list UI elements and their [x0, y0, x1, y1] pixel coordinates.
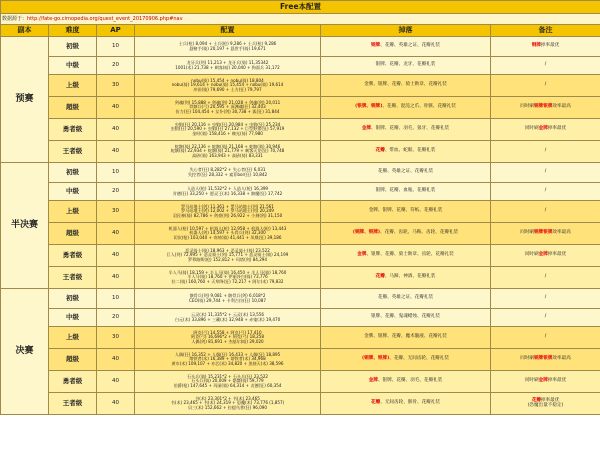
config-cell	[135, 141, 321, 163]
config-cell	[135, 267, 321, 289]
config-wave-line: 冲田(骑) 79,690 + 土方(狂) 79,797	[193, 86, 262, 92]
note-text: /	[544, 148, 547, 154]
drops-text: 金牌	[368, 378, 378, 384]
config-wave-line: 机器人(枪) 10,597 + 机器人(枪) 12,958 + 机器人(枪) 13,443	[168, 225, 287, 231]
ap-cell: 10	[97, 37, 135, 57]
difficulty-cell: 上级	[49, 327, 97, 349]
ap-cell: 20	[97, 183, 135, 201]
config-wave-line: 失控者(狂) 28,332 + 索菲bor(狂) 10,842	[187, 171, 268, 177]
note-text: 掉率最优	[547, 378, 567, 384]
drops-cell	[321, 309, 491, 327]
table-row	[1, 349, 600, 371]
header-difficulty: 难度	[49, 25, 97, 37]
note-text: 铜牌银牌	[534, 104, 553, 110]
ap-cell: 20	[97, 57, 135, 75]
config-wave-line: 罗慕路斯(枪) 152,812 + 玛塔(剑) 84,294	[187, 256, 268, 262]
drops-text: 、银牌、花瓣、羽毛、花瓣礼装	[377, 378, 443, 384]
note-text: 铜牌银牌	[534, 230, 553, 236]
drops-text: 银牌、花瓣、血瓶、花瓣礼装	[375, 188, 436, 194]
note-text: 钢牌	[531, 43, 541, 49]
config-wave-line: 罗马站地士(剑) 12,002 + 罗马站地士(剑) 20,249	[181, 208, 274, 214]
note-cell	[491, 223, 600, 245]
table-row	[1, 141, 600, 163]
config-wave-line: 骨骸兵(弓) 20,595 + 深渊魂(狂) 32,403	[189, 104, 266, 110]
note-text: 金牌	[538, 252, 548, 258]
note-cell	[491, 201, 600, 223]
drops-cell	[321, 183, 491, 201]
header-config: 配置	[135, 25, 321, 37]
difficulty-cell: 王者级	[49, 393, 97, 415]
ap-cell: 40	[97, 223, 135, 245]
note-cell	[491, 289, 600, 309]
drops-cell	[321, 163, 491, 183]
config-wave-line: 阿克(弓) 14,558 + 阿克(弓) 17,410	[193, 329, 262, 335]
config-wave-line: 白元(术) 33,896 + 三藏(术) 32,948 + 赤鬼(术) 19,470	[174, 316, 281, 322]
note-cell	[491, 267, 600, 289]
note-cell	[491, 37, 600, 57]
config-wave-line: CEO(骑) 29,744 + 卡利古拉(狂) 10,087	[189, 297, 266, 303]
drops-cell	[321, 245, 491, 267]
drops-cell	[321, 97, 491, 119]
drops-text: 花瓣	[371, 400, 381, 406]
config-wave-line: nobu(骑) 19,614 + nobu(骑) 15,454 + nobu(骑) 19,614	[171, 82, 284, 88]
difficulty-cell: 勇者级	[49, 119, 97, 141]
config-wave-line: 书(术) 23,465 + 书(术) 24,319 + 恐魔(术) 73,776 (1,857)	[170, 400, 285, 406]
config-cell	[135, 245, 321, 267]
config-cell	[135, 349, 321, 371]
drops-cell	[321, 141, 491, 163]
difficulty-cell: 初级	[49, 163, 97, 183]
drops-text: 、无间齿轮、骸骨、花瓣礼装	[380, 400, 440, 406]
drops-cell	[321, 75, 491, 97]
note-text: /	[544, 274, 547, 280]
table-row	[1, 37, 600, 57]
note-text: /	[544, 82, 547, 88]
config-wave-line: 虫狼(狂) 20,590 + 虫狼(狂) 27,132 + 巨型野猪(狂) 57,919	[170, 126, 285, 132]
config-wave-line: 悬赌手(骑) 20,197 + 悬赏手(骑) 19,671	[189, 45, 266, 51]
ap-cell: 40	[97, 97, 135, 119]
note-text: /	[544, 334, 547, 340]
ap-cell: 40	[97, 141, 135, 163]
config-cell	[135, 371, 321, 393]
note-text: (恐魔出量不稳定)	[527, 402, 564, 408]
data-source-label: 数据源于：	[2, 15, 28, 22]
config-cell	[135, 163, 321, 183]
difficulty-cell: 中级	[49, 183, 97, 201]
config-wave-line: 1001(术) 21,738 + 刺客(暗) 20,040 + 狗面兵 31,172	[175, 64, 280, 70]
note-cell	[491, 371, 600, 393]
ap-cell: 30	[97, 327, 135, 349]
ap-cell: 10	[97, 163, 135, 183]
config-wave-line: 机器人(剑) 14,597 + 头骨兵(剑) 32,300	[189, 230, 266, 236]
config-wave-line: 士兵(枪) 8,094 + 士兵(枪) 9,286 + 士兵(枪) 9,286	[178, 40, 277, 46]
table-row	[1, 201, 600, 223]
difficulty-cell: 超级	[49, 97, 97, 119]
config-wave-line: 云灵(术) 11,335*2 + 云灵(术) 13,556	[191, 311, 264, 317]
drops-text: (银牌、铜牌)	[355, 104, 383, 110]
note-text: 掉率最优	[547, 252, 567, 258]
config-wave-line: 虫狼(狂) 20,116 + 虫狼(狂) 20,984 + 虫狼(狂) 25,234	[174, 121, 281, 127]
drops-text: 、带血、蛇眼、花瓣礼装	[384, 148, 436, 154]
header-notes: 备注	[491, 25, 600, 37]
config-cell	[135, 327, 321, 349]
drops-text: 、银牌、花瓣、骑士勋章、齿轮、花瓣礼装	[366, 252, 454, 258]
drops-text: 金牌	[357, 252, 367, 258]
drops-text: 银牌、花瓣、鬼魂蜡烛、花瓣礼装	[371, 314, 440, 320]
note-cell	[491, 163, 600, 183]
table-row	[1, 57, 600, 75]
note-cell	[491, 245, 600, 267]
config-cell	[135, 183, 321, 201]
config-cell	[135, 97, 321, 119]
config-wave-line: 巨人(剑) 72,995 + 恶灵骑士(剑) 15,771 + 恶灵骑士(骑) 24,199	[166, 252, 289, 258]
table-row	[1, 267, 600, 289]
drops-text: 、花瓣、英雄之证、花瓣礼装	[380, 43, 440, 49]
config-wave-line: 半人马(骑) 18,159 + 半人马(骑) 16,450 + 半人马(骑) 18,760	[168, 269, 287, 275]
config-wave-line: 半人马(骑) 18,760 + 伊丽莎白(骑) 73,776	[187, 274, 268, 280]
note-cell	[491, 119, 600, 141]
config-cell	[135, 309, 321, 327]
drops-text: 、马蹄、神酒、花瓣礼装	[384, 274, 436, 280]
table-row	[1, 119, 600, 141]
note-text: 同时刷	[524, 126, 539, 132]
config-wave-line: 贝三(术) 152,662 + 拉提乌普(狂) 96,090	[187, 404, 268, 410]
drops-cell	[321, 119, 491, 141]
table-row	[1, 371, 600, 393]
table-row	[1, 393, 600, 415]
drops-text: 花瓣	[375, 148, 385, 154]
drops-cell	[321, 393, 491, 415]
drops-cell	[321, 349, 491, 371]
config-wave-line: 石头兵(骑) 20,009 + 骷髅(骑) 59,779	[191, 378, 264, 384]
sheet-title: Free本配置	[1, 1, 600, 14]
difficulty-cell: 王者级	[49, 141, 97, 163]
table-row	[1, 223, 600, 245]
drops-cell	[321, 37, 491, 57]
config-wave-line: 恶灵骑士(骑) 18,963 + 恶灵骑士(骑) 23,522	[185, 247, 270, 253]
table-row	[1, 327, 600, 349]
note-text: 同时刷	[520, 230, 535, 236]
config-wave-line: 人造人(枪) 11,532*2 + 人造人(枪) 16,399	[186, 185, 269, 191]
config-wave-line: 高砂(骑) 163,943 + 高砂(骑) 83,331	[192, 152, 263, 158]
table-row	[1, 97, 600, 119]
ap-cell: 40	[97, 245, 135, 267]
config-wave-line: 人偶(狂) 16,352 + 人偶(狂) 16,433 + 人偶(狂) 18,895	[174, 351, 281, 357]
header-ap: AP	[97, 25, 135, 37]
drops-cell	[321, 201, 491, 223]
note-cell	[491, 349, 600, 371]
drops-cell	[321, 57, 491, 75]
note-text: 效率最高	[552, 104, 571, 110]
difficulty-cell: 上级	[49, 201, 97, 223]
difficulty-cell: 初级	[49, 289, 97, 309]
drops-text: 、银牌、花瓣、羽毛、狼牙、花瓣礼装	[371, 126, 450, 132]
drops-text: 金牌、银牌、花瓣、骑士勋章、花瓣礼装	[364, 82, 447, 88]
note-text: 掉率最优	[540, 43, 560, 49]
note-text: /	[544, 169, 547, 175]
drops-text: 钢牌	[371, 43, 381, 49]
config-wave-line: 龙牙兵(剑) 11,213 + 龙牙兵(骑) 11,35342	[186, 59, 269, 65]
note-cell	[491, 97, 600, 119]
data-source-url[interactable]: http://fate-go.cirnopedia.org/quest_event_20170906.php#nav	[27, 15, 183, 22]
drops-text: 、花瓣、无间齿轮、花瓣礼装	[389, 356, 449, 362]
drops-cell	[321, 371, 491, 393]
config-wave-line: 罗马站地士(剑) 11,361 + 罗马站地士(剑) 21,561	[181, 203, 274, 209]
difficulty-cell: 超级	[49, 349, 97, 371]
drops-text: 花瓣、英雄之证、花瓣礼装	[377, 169, 434, 175]
config-cell	[135, 37, 321, 57]
note-text: 花瓣	[531, 397, 541, 403]
note-cell	[491, 393, 600, 415]
note-cell	[491, 327, 600, 349]
header-drops: 掉落	[321, 25, 491, 37]
config-cell	[135, 75, 321, 97]
config-wave-line: 伯爵(枪) 147,645 + 玛丽(骑) 64,314 + 贞德(狂) 60,354	[173, 382, 282, 388]
difficulty-cell: 勇者级	[49, 371, 97, 393]
config-cell	[135, 201, 321, 223]
note-text: 掉率最优	[547, 126, 567, 132]
config-wave-line: 拉二(骑) 160,760 + 天草降(狂) 72,217 + 阿尔(术) 79,832	[171, 278, 284, 284]
note-text: 效率最高	[552, 230, 571, 236]
config-wave-line: 切次(枪) 103,040 + 奇纳(骑) 41,441 + 凤凰(狂) 39,186	[173, 234, 282, 240]
drops-text: 金牌、银牌、花瓣、魔术髓液、花瓣礼装	[364, 334, 447, 340]
data-source	[1, 14, 600, 25]
note-text: 同时刷	[524, 378, 539, 384]
note-text: 金牌	[538, 378, 548, 384]
config-cell	[135, 57, 321, 75]
table-row	[1, 75, 600, 97]
config-cell	[135, 289, 321, 309]
note-cell	[491, 309, 600, 327]
table-row	[1, 183, 600, 201]
note-cell	[491, 75, 600, 97]
config-wave-line: 金时(骑) 158,416 + 赖光(骑) 77,980	[192, 130, 263, 136]
note-cell	[491, 141, 600, 163]
note-text: /	[544, 188, 547, 194]
config-wave-line: 熔铁者(术) 16,389 + 熔铁者(术) 34,968	[189, 356, 266, 362]
note-text: 掉率最优	[540, 397, 560, 403]
drops-cell	[321, 223, 491, 245]
ap-cell: 40	[97, 267, 135, 289]
header-stage: 副本	[1, 25, 49, 37]
note-text: 效率最高	[552, 356, 571, 362]
ap-cell: 40	[97, 393, 135, 415]
config-wave-line: 仿力(狂) 104,454 + 女仆(剑) 30,738 + 狐(狂) 31,844	[175, 108, 280, 114]
config-cell	[135, 223, 321, 245]
config-wave-line: 书(术) 23,301*2 + 书(术) 23,465	[195, 395, 260, 401]
drops-cell	[321, 289, 491, 309]
ap-cell: 40	[97, 371, 135, 393]
config-wave-line: 失心者(狂) 8,282*2 + 失心者(狂) 6,031	[189, 166, 266, 172]
ap-cell: 40	[97, 349, 135, 371]
config-wave-line: 肯德(狂) 33,250 + 愿灵王(术) 16,338 + 骸魔(狂) 17,742	[172, 190, 283, 196]
drops-text: 银牌、花瓣、龙牙、花瓣礼装	[375, 62, 436, 68]
drops-cell	[321, 327, 491, 349]
config-wave-line: 剑魂(剑) 15,888 + 剑魂(剑) 21,028 + 剑魂(剑) 20,011	[174, 99, 281, 105]
note-text: 金牌	[538, 126, 548, 132]
drops-text: 、花瓣、齿轮、马鞍、齿轮、花瓣礼装	[380, 230, 459, 236]
config-wave-line: nobu(骑) 15,454 + nobu(骑) 18,804	[191, 77, 264, 83]
drops-text: 花瓣、英雄之证、花瓣礼装	[377, 295, 434, 301]
config-wave-line: 羽民神(骑) 82,786 + 剑豪(剑) 26,922 + 小刻(剑) 31,150	[172, 212, 283, 218]
difficulty-cell: 超级	[49, 223, 97, 245]
config-wave-line: 人偶(剑) 81,691 + 杰基尔(暗) 29,020	[191, 338, 264, 344]
table-row	[1, 245, 600, 267]
stage-cell: 半决赛	[1, 163, 49, 289]
table-row	[1, 163, 600, 183]
drops-cell	[321, 267, 491, 289]
difficulty-cell: 上级	[49, 75, 97, 97]
stage-cell: 决赛	[1, 289, 49, 415]
note-text: 铜牌银牌	[534, 356, 553, 362]
config-wave-line: 蛇骸(骑) 22,136 + 蛇骸(骑) 21,168 + 蛇骸(骑) 30,946	[174, 143, 281, 149]
stage-cell: 预赛	[1, 37, 49, 163]
ap-cell: 10	[97, 289, 135, 309]
difficulty-cell: 王者级	[49, 267, 97, 289]
ap-cell: 40	[97, 119, 135, 141]
note-text: 同时刷	[520, 356, 535, 362]
drops-text: 金牌、银牌、花瓣、符纸、花瓣礼装	[368, 208, 443, 214]
note-text: /	[544, 314, 547, 320]
config-cell	[135, 393, 321, 415]
table-row	[1, 309, 600, 327]
config-wave-line: 黄巾(术) 109,107 + 亦芯(术) 34,820 + 黑刻天(术) 38,596	[171, 360, 284, 366]
config-wave-line: 阿克(弓) 16,696*2 + 阿克(弓) 18,258	[191, 334, 264, 340]
difficulty-cell: 初级	[49, 37, 97, 57]
ap-cell: 20	[97, 309, 135, 327]
ap-cell: 30	[97, 75, 135, 97]
config-cell	[135, 119, 321, 141]
config-wave-line: 骸骨兵(剑) 9,081 + 骸骨兵(剑) 6,018*2	[189, 292, 266, 298]
drops-text: 花瓣	[375, 274, 385, 280]
note-text: /	[544, 295, 547, 301]
difficulty-cell: 中级	[49, 57, 97, 75]
note-cell	[491, 57, 600, 75]
note-text: 同时刷	[524, 252, 539, 258]
difficulty-cell: 中级	[49, 309, 97, 327]
note-cell	[491, 183, 600, 201]
note-text: /	[544, 62, 547, 68]
difficulty-cell: 勇者级	[49, 245, 97, 267]
table-row	[1, 289, 600, 309]
drops-text: 金牌	[361, 126, 372, 132]
note-text: /	[544, 208, 547, 214]
drops-text: (铜牌、银牌)	[352, 230, 381, 236]
ap-cell: 30	[97, 201, 135, 223]
config-wave-line: 蛇骸(骑) 22,934 + 蛇骸(骑) 21,779 + 刺客灭龙(狂) 70,748	[170, 148, 285, 154]
config-wave-line: 石头兵(骑) 15,231*2 + 石头兵(狂) 23,522	[186, 373, 269, 379]
note-text: 同时刷	[520, 104, 535, 110]
drops-text: 、花瓣、混沌之爪、骨骸、花瓣礼装	[382, 104, 456, 110]
drops-text: (铜牌、银牌)	[362, 356, 390, 362]
